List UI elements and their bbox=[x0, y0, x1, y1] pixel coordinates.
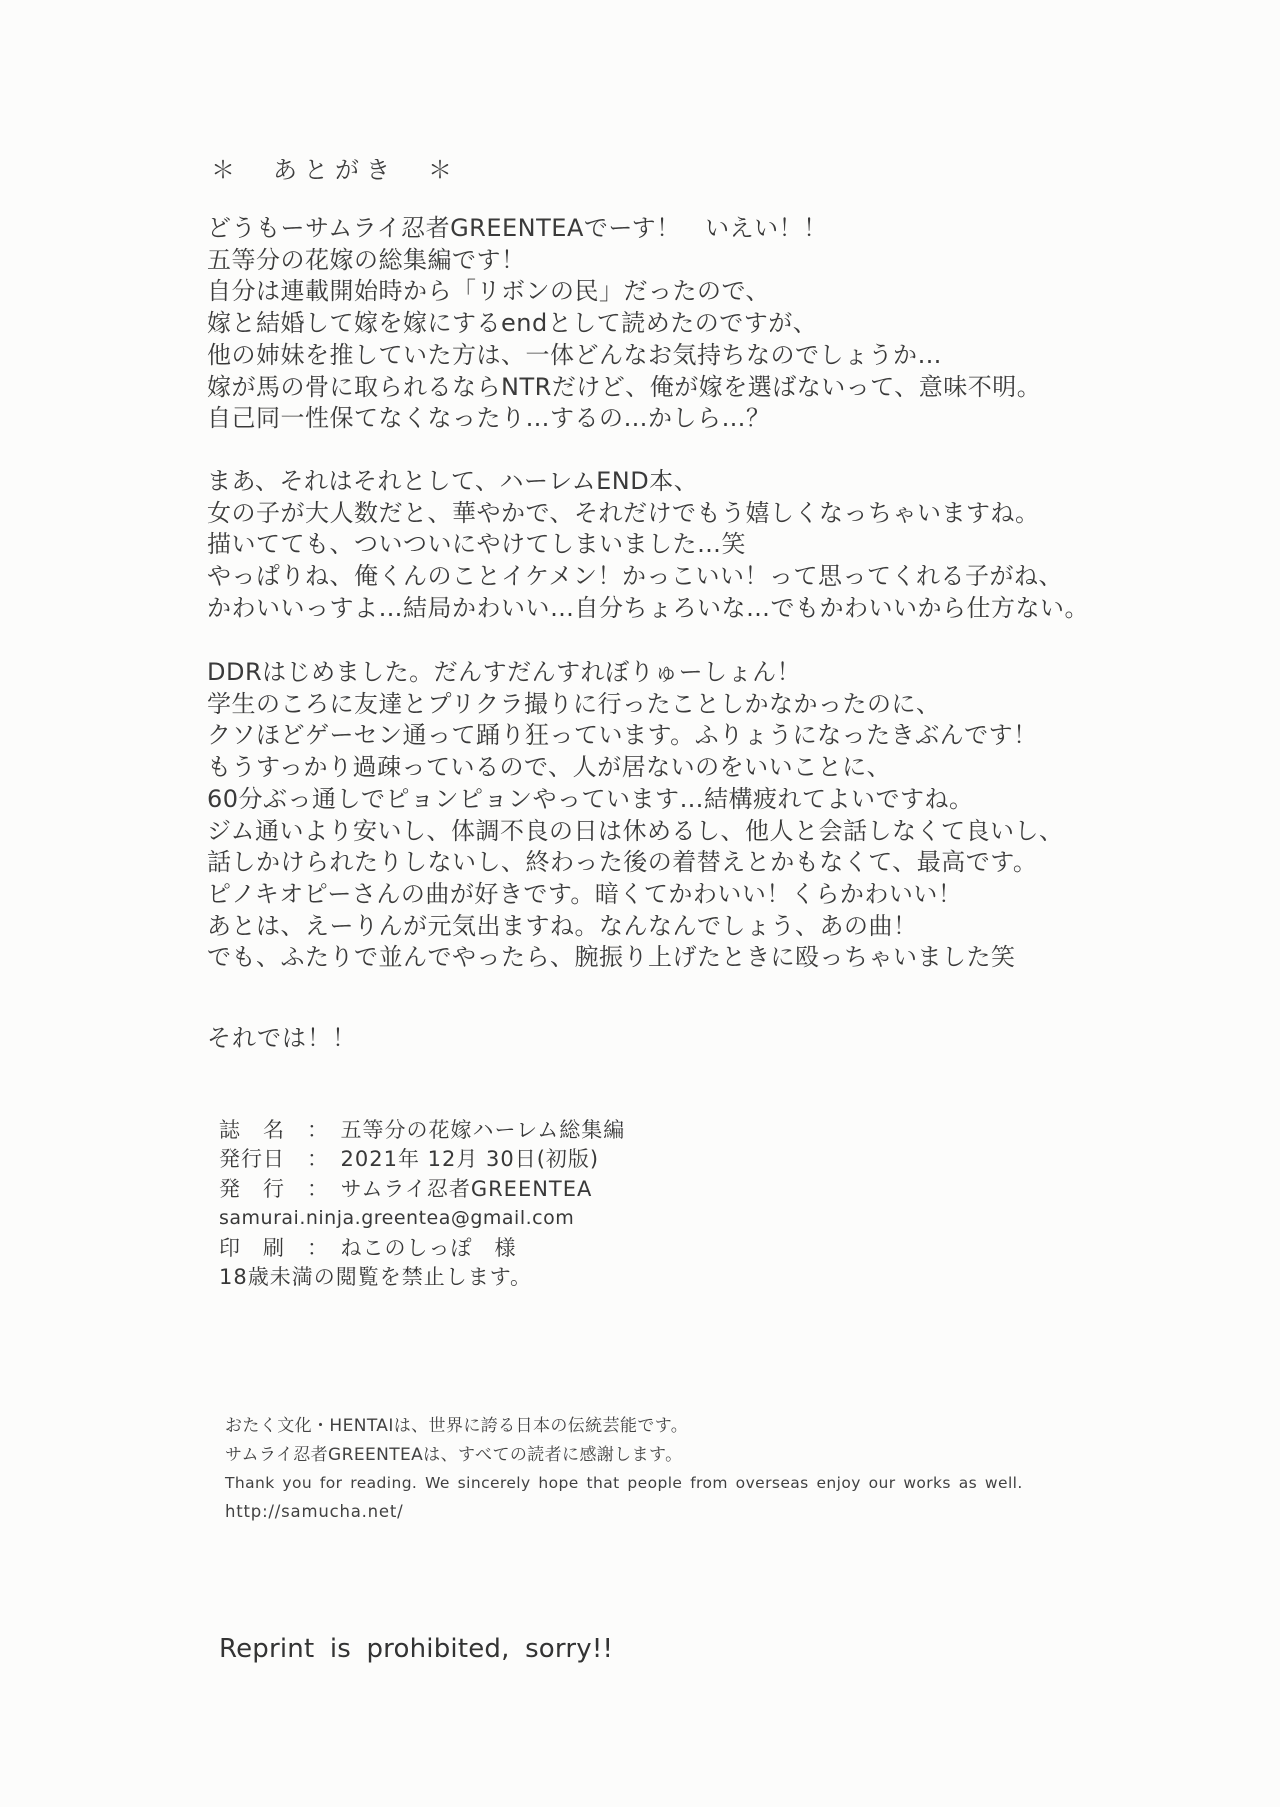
text-line: でも、ふたりで並んでやったら、腕振り上げたときに殴っちゃいました笑 bbox=[207, 943, 1016, 972]
website-url-text: http://samucha.net/ bbox=[225, 1501, 404, 1521]
text-line: ジム通いより安いし、体調不良の日は休めるし、他人と会話しなくて良いし、 bbox=[207, 816, 1064, 845]
age-restriction-notice: 18歳未満の閲覧を禁止します。 bbox=[219, 1265, 533, 1290]
text-line: ピノキオピーさんの曲が好きです。暗くてかわいい！くらかわいい！ bbox=[207, 879, 963, 908]
text-line: DDRはじめました。だんすだんすれぼりゅーしょん！ bbox=[207, 658, 802, 686]
ddr-paragraph bbox=[207, 657, 1064, 974]
contact-email-text: samurai.ninja.greentea@gmail.com bbox=[219, 1207, 575, 1230]
colophon-block bbox=[219, 1116, 625, 1292]
note-line: サムライ忍者GREENTEAは、すべての読者に感謝します。 bbox=[225, 1444, 683, 1465]
text-line: どうもーサムライ忍者GREENTEAでーす！ いえい！！ bbox=[207, 214, 828, 242]
text-line: もうすっかり過疎っているので、人が居ないのをいいことに、 bbox=[207, 753, 892, 782]
text-line: 他の姉妹を推していた方は、一体どんなお気持ちなのでしょうか… bbox=[207, 340, 942, 369]
reprint-prohibited-notice: Reprint is prohibited, sorry!! bbox=[219, 1634, 614, 1664]
page-title: ＊ あとがき ＊ bbox=[211, 156, 459, 184]
text-line: 話しかけられたりしないし、終わった後の着替えとかもなくて、最高です。 bbox=[207, 848, 1038, 877]
intro-paragraph bbox=[207, 213, 1041, 435]
colophon-printer-row: 印 刷 ： ねこのしっぽ 様 bbox=[219, 1235, 517, 1260]
text-line: 五等分の花嫁の総集編です！ bbox=[207, 245, 526, 274]
text-line: やっぱりね、俺くんのことイケメン！かっこいい！って思ってくれる子がね、 bbox=[207, 562, 1064, 591]
text-line: まあ、それはそれとして、ハーレムEND本、 bbox=[207, 467, 699, 495]
text-line: 描いてても、ついついにやけてしまいました…笑 bbox=[207, 530, 746, 559]
colophon-publisher-row: 発 行 ： サムライ忍者GREENTEA bbox=[219, 1176, 593, 1201]
colophon-title-row: 誌 名 ： 五等分の花嫁ハーレム総集編 bbox=[219, 1118, 626, 1142]
text-line: 女の子が大人数だと、華やかで、それだけでもう嬉しくなっちゃいますね。 bbox=[207, 498, 1040, 527]
text-line: 自己同一性保てなくなったり…するの…かしら…？ bbox=[207, 404, 771, 433]
text-line: 嫁と結婚して嫁を嫁にするendとして読めたのですが、 bbox=[207, 309, 818, 338]
text-line: あとは、えーりんが元気出ますね。なんなんでしょう、あの曲！ bbox=[207, 911, 918, 940]
text-line: クソほどゲーセン通って踊り狂っています。ふりょうになったきぶんです！ bbox=[207, 721, 1038, 750]
colophon-date-row: 発行日 ： 2021年 12月 30日(初版) bbox=[219, 1147, 600, 1172]
closing-line: それでは！！ bbox=[207, 1024, 357, 1052]
harem-paragraph bbox=[207, 466, 1089, 625]
text-line: 嫁が馬の骨に取られるならNTRだけど、俺が嫁を選ばないって、意味不明。 bbox=[207, 372, 1042, 401]
overseas-thanks-line: Thank you for reading. We sincerely hope that people from overseas enjoy our works as well. bbox=[225, 1474, 1023, 1492]
note-line: おたく文化・HENTAIは、世界に誇る日本の伝統芸能です。 bbox=[225, 1416, 689, 1436]
text-line: 学生のころに友達とプリクラ撮りに行ったことしかなかったのに、 bbox=[207, 689, 941, 718]
text-line: 自分は連載開始時から「リボンの民」だったので、 bbox=[207, 277, 771, 306]
reader-notes-block bbox=[225, 1412, 1023, 1526]
text-line: かわいいっすよ…結局かわいい…自分ちょろいな…でもかわいいから仕方ない。 bbox=[207, 593, 1089, 622]
text-line: 60分ぶっ通しでピョンピョンやっています…結構疲れてよいですね。 bbox=[207, 784, 974, 813]
